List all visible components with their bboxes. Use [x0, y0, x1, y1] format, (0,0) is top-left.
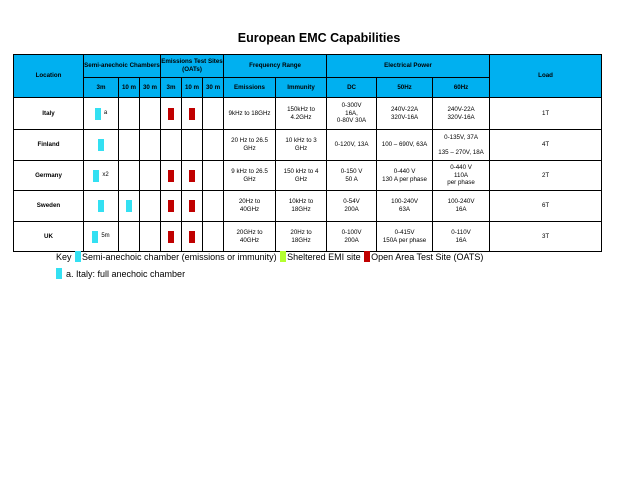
immunity-cell: 150 kHz to 4 GHz	[276, 161, 327, 191]
semi-anechoic-marker	[93, 170, 99, 182]
oats-10m-cell	[182, 130, 203, 161]
sa-30m-cell	[140, 191, 161, 222]
semi-anechoic-marker	[92, 231, 98, 243]
oats-10m-cell	[182, 98, 203, 130]
dc-cell: 0-300V 16A, 0-80V 30A	[327, 98, 377, 130]
sa-3m-cell	[84, 161, 119, 191]
frequency-range-header: Frequency Range	[224, 55, 327, 78]
sa-30m-cell	[140, 130, 161, 161]
table-row	[14, 98, 602, 130]
oats-3m-cell	[161, 222, 182, 252]
emissions-header: Emissions	[224, 78, 276, 98]
load-cell: 3T	[490, 222, 602, 252]
emissions-cell: 20GHz to 40GHz	[224, 222, 276, 252]
header-row-1	[14, 55, 602, 78]
50hz-header: 50Hz	[377, 78, 433, 98]
oats-3m-header: 3m	[161, 78, 182, 98]
60hz-cell: 0-110V 16A	[433, 222, 490, 252]
semi-anechoic-marker	[98, 139, 104, 151]
60hz-cell: 0-440 V 110A per phase	[433, 161, 490, 191]
dc-cell: 0-100V 200A	[327, 222, 377, 252]
immunity-header: Immunity	[276, 78, 327, 98]
table-row	[14, 191, 602, 222]
footnote	[56, 268, 185, 279]
location-cell: Finland	[14, 130, 84, 161]
60hz-header: 60Hz	[433, 78, 490, 98]
emc-capabilities-table	[13, 54, 602, 252]
60hz-cell: 100-240V 16A	[433, 191, 490, 222]
semi-anechoic-header: Semi-anechoic Chambers	[84, 55, 161, 78]
immunity-cell: 10 kHz to 3 GHz	[276, 130, 327, 161]
legend-label: Key	[56, 252, 72, 262]
60hz-cell: 0-135V, 37A 135 – 270V, 18A	[433, 130, 490, 161]
oats-30m-header: 30 m	[203, 78, 224, 98]
50hz-cell: 100 – 690V, 63A	[377, 130, 433, 161]
50hz-cell: 0-440 V 130 A per phase	[377, 161, 433, 191]
electrical-power-header: Electrical Power	[327, 55, 490, 78]
immunity-cell: 20Hz to 18GHz	[276, 222, 327, 252]
marker-note: a	[103, 109, 108, 116]
semi-anechoic-marker	[126, 200, 132, 212]
table-row	[14, 222, 602, 252]
location-cell: UK	[14, 222, 84, 252]
sa-10m-cell	[119, 161, 140, 191]
location-cell: Italy	[14, 98, 84, 130]
sheltered-swatch	[280, 251, 286, 262]
oats-marker	[168, 231, 174, 243]
sa-30m-cell	[140, 222, 161, 252]
sa-3m-cell	[84, 98, 119, 130]
semi-anechoic-swatch	[75, 251, 81, 262]
load-header: Load	[490, 55, 602, 98]
oats-10m-header: 10 m	[182, 78, 203, 98]
sa-30m-header: 30 m	[140, 78, 161, 98]
oats-marker	[189, 108, 195, 120]
sa-3m-cell	[84, 130, 119, 161]
legend	[56, 251, 483, 262]
oats-swatch	[364, 251, 370, 262]
semi-anechoic-swatch	[56, 268, 62, 279]
load-cell: 6T	[490, 191, 602, 222]
marker-note: x2	[102, 171, 109, 178]
location-header: Location	[14, 55, 84, 98]
oats-marker	[168, 108, 174, 120]
sa-3m-cell	[84, 222, 119, 252]
sa-10m-cell	[119, 130, 140, 161]
dc-cell: 0-120V, 13A	[327, 130, 377, 161]
sa-30m-cell	[140, 161, 161, 191]
sa-30m-cell	[140, 98, 161, 130]
oats-30m-cell	[203, 130, 224, 161]
emissions-test-header: Emissions Test Sites (OATs)	[161, 55, 224, 78]
oats-3m-cell	[161, 98, 182, 130]
emissions-cell: 20Hz to 40GHz	[224, 191, 276, 222]
oats-30m-cell	[203, 222, 224, 252]
oats-marker	[168, 200, 174, 212]
oats-3m-cell	[161, 161, 182, 191]
oats-marker	[168, 170, 174, 182]
marker-note: 5m	[101, 232, 110, 239]
oats-marker	[189, 200, 195, 212]
location-cell: Germany	[14, 161, 84, 191]
legend-sheltered: Sheltered EMI site	[287, 252, 361, 262]
immunity-cell: 10kHz to 18GHz	[276, 191, 327, 222]
table-row	[14, 161, 602, 191]
oats-3m-cell	[161, 130, 182, 161]
oats-30m-cell	[203, 98, 224, 130]
sa-3m-cell	[84, 191, 119, 222]
location-cell: Sweden	[14, 191, 84, 222]
sa-10m-cell	[119, 98, 140, 130]
60hz-cell: 240V-22A 320V-16A	[433, 98, 490, 130]
oats-10m-cell	[182, 191, 203, 222]
semi-anechoic-marker	[95, 108, 101, 120]
50hz-cell: 0-415V 150A per phase	[377, 222, 433, 252]
footnote-text: a. Italy: full anechoic chamber	[66, 269, 186, 279]
page-title: European EMC Capabilities	[237, 31, 401, 45]
oats-30m-cell	[203, 191, 224, 222]
oats-10m-cell	[182, 222, 203, 252]
oats-3m-cell	[161, 191, 182, 222]
legend-oats: Open Area Test Site (OATS)	[371, 252, 484, 262]
dc-cell: 0-54V 200A	[327, 191, 377, 222]
dc-cell: 0-150 V 50 A	[327, 161, 377, 191]
emissions-cell: 9kHz to 18GHz	[224, 98, 276, 130]
semi-anechoic-marker	[98, 200, 104, 212]
oats-marker	[189, 170, 195, 182]
legend-semi-anechoic: Semi-anechoic chamber (emissions or immunity)	[82, 252, 277, 262]
sa-10m-cell	[119, 191, 140, 222]
oats-30m-cell	[203, 161, 224, 191]
sa-3m-header: 3m	[84, 78, 119, 98]
oats-10m-cell	[182, 161, 203, 191]
50hz-cell: 100-240V 63A	[377, 191, 433, 222]
sa-10m-cell	[119, 222, 140, 252]
oats-marker	[189, 231, 195, 243]
load-cell: 2T	[490, 161, 602, 191]
50hz-cell: 240V-22A 320V-16A	[377, 98, 433, 130]
immunity-cell: 150kHz to 4.2GHz	[276, 98, 327, 130]
load-cell: 4T	[490, 130, 602, 161]
load-cell: 1T	[490, 98, 602, 130]
emissions-cell: 20 Hz to 26.5 GHz	[224, 130, 276, 161]
table-row	[14, 130, 602, 161]
emissions-cell: 9 kHz to 26.5 GHz	[224, 161, 276, 191]
sa-10m-header: 10 m	[119, 78, 140, 98]
dc-header: DC	[327, 78, 377, 98]
